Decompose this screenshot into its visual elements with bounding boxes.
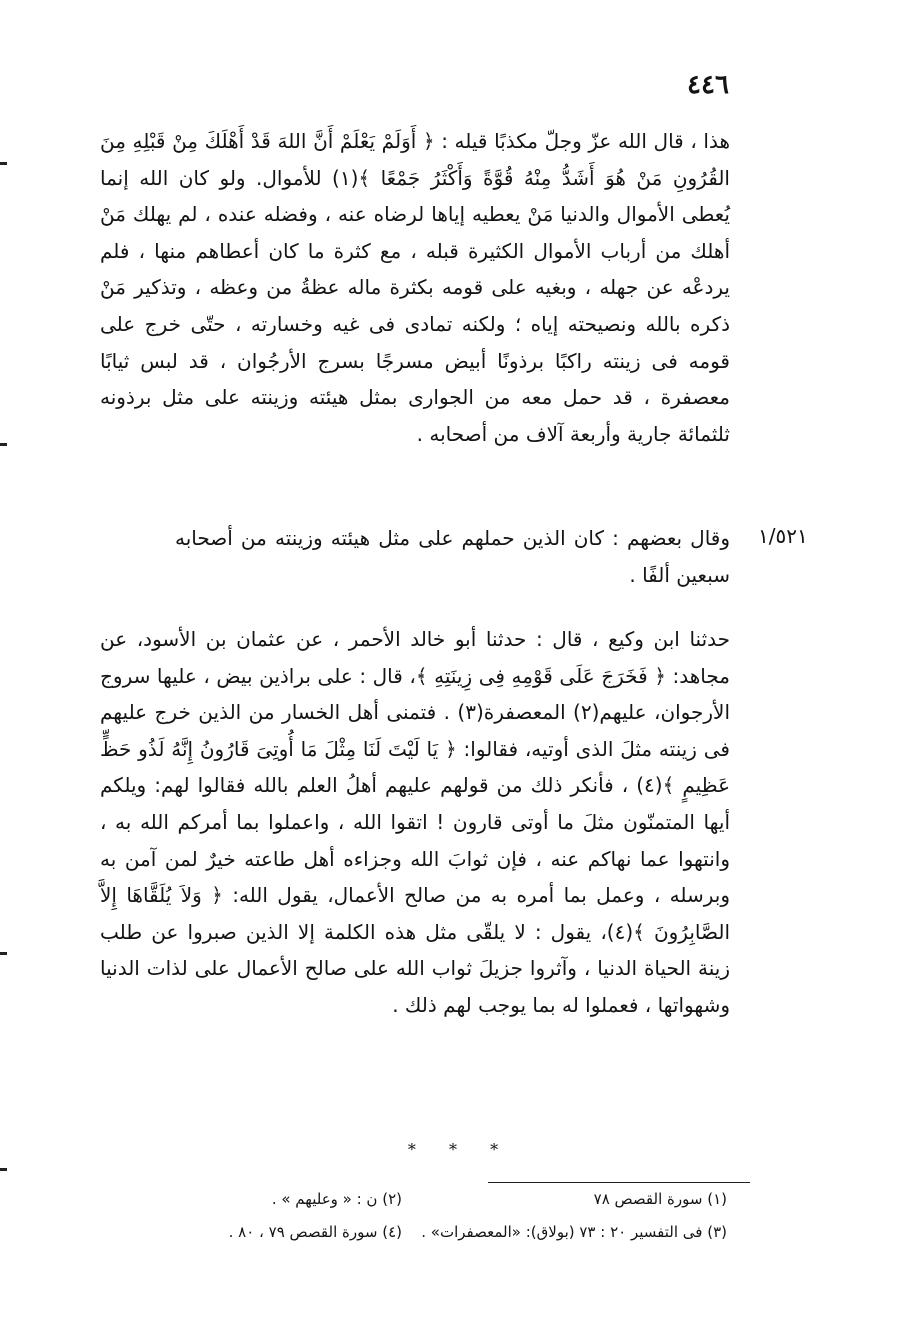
footnote-divider [488,1182,750,1183]
scan-edge-mark [0,1168,7,1171]
scan-edge-mark [0,952,7,955]
footnote-3: (٣) فى التفسير ٢٠ : ٧٣ (بولاق): «المعصفرات» . [421,1223,727,1241]
scan-edge-mark [0,162,7,165]
page-number: ٤٤٦ [687,70,729,100]
section-separator: * * * [407,1140,513,1159]
paragraph-3: حدثنا ابن وكيع ، قال : حدثنا أبو خالد الأحمر ، عن عثمان بن الأسود، عن مجاهد: ﴿ فَخَرَجَ عَلَى قَوْمِهِ فِى زِينَتِهِ ﴾، قال : على براذين بيض ، عليها سروج الأرجوان، عليهم(٢) المعصفرة(٣) . فتمنى أهل الخسار من الذين خرج عليهم فى زينته مثلَ الذى أوتيه، فقالوا: ﴿ يَا لَيْتَ لَنَا مِثْلَ مَا أُوتِىَ قَارُونُ إِنَّهُ لَذُو حَظٍّ عَظِيمٍ ﴾(٤) ، فأنكر ذلك من قولهم عليهم أهلُ العلم بالله فقالوا لهم: ويلكم أيها المتمنّون مثلَ ما أوتى قارون ! اتقوا الله ، واعملوا بما أمركم الله به ، وانتهوا عما نهاكم عنه ، فإن ثوابَ الله وجزاءه أهل طاعته خيرٌ لمن آمن به وبرسله ، وعمل بما أمره به من صالح الأعمال، يقول الله: ﴿ وَلاَ يُلَقَّاهَا إِلاَّ الصَّابِرُونَ ﴾(٤)، يقول : لا يلقّى مثل هذه الكلمة إلا الذين صبروا عن طلب زينة الحياة الدنيا ، وآثروا جزيلَ ثواب الله على صالح الأعمال على لذات الدنيا وشهواتها ، فعملوا له بما يوجب لهم ذلك . [100,627,730,1017]
margin-reference: ١/٥٢١ [758,524,808,548]
scan-edge-mark [0,443,7,446]
paragraph-2: وقال بعضهم : كان الذين حملهم على مثل هيئته وزينته من أصحابه سبعين ألفًا . [175,526,730,587]
footnote-1: (١) سورة القصص ٧٨ [593,1190,727,1208]
footnote-4: (٤) سورة القصص ٧٩ ، ٨٠ . [228,1223,402,1241]
footnote-2: (٢) ن : « وعليهم » . [271,1190,402,1208]
paragraph-1: هذا ، قال الله عزّ وجلّ مكذبًا قيله : ﴿ أَوَلَمْ يَعْلَمْ أَنَّ اللهَ قَدْ أَهْلَكَ مِنْ قَبْلِهِ مِنَ القُرُونِ مَنْ هُوَ أَشَدُّ مِنْهُ قُوَّةً وَأَكْثَرُ جَمْعًا ﴾(١) للأموال. ولو كان الله إنما يُعطى الأموال والدنيا مَنْ يعطيه إياها لرضاه عنه ، وفضله عنده ، لم يهلك مَنْ أهلك من أرباب الأموال الكثيرة قبله ، مع كثرة ما كان أعطاهم منها ، فلم يردعْه عن جهله ، وبغيه على قومه بكثرة ماله عظةُ من وعظه ، وتذكير مَنْ ذكره بالله ونصيحته إياه ؛ ولكنه تمادى فى غيه وخسارته ، حتّى خرج على قومه فى زينته راكبًا برذونًا أبيض مسرجًا بسرج الأرجُوان ، قد لبس ثيابًا معصفرة ، قد حمل معه من الجوارى بمثل هيئته وزينته على مثل برذونه ثلثمائة جارية وأربعة آلاف من أصحابه . [100,129,730,446]
